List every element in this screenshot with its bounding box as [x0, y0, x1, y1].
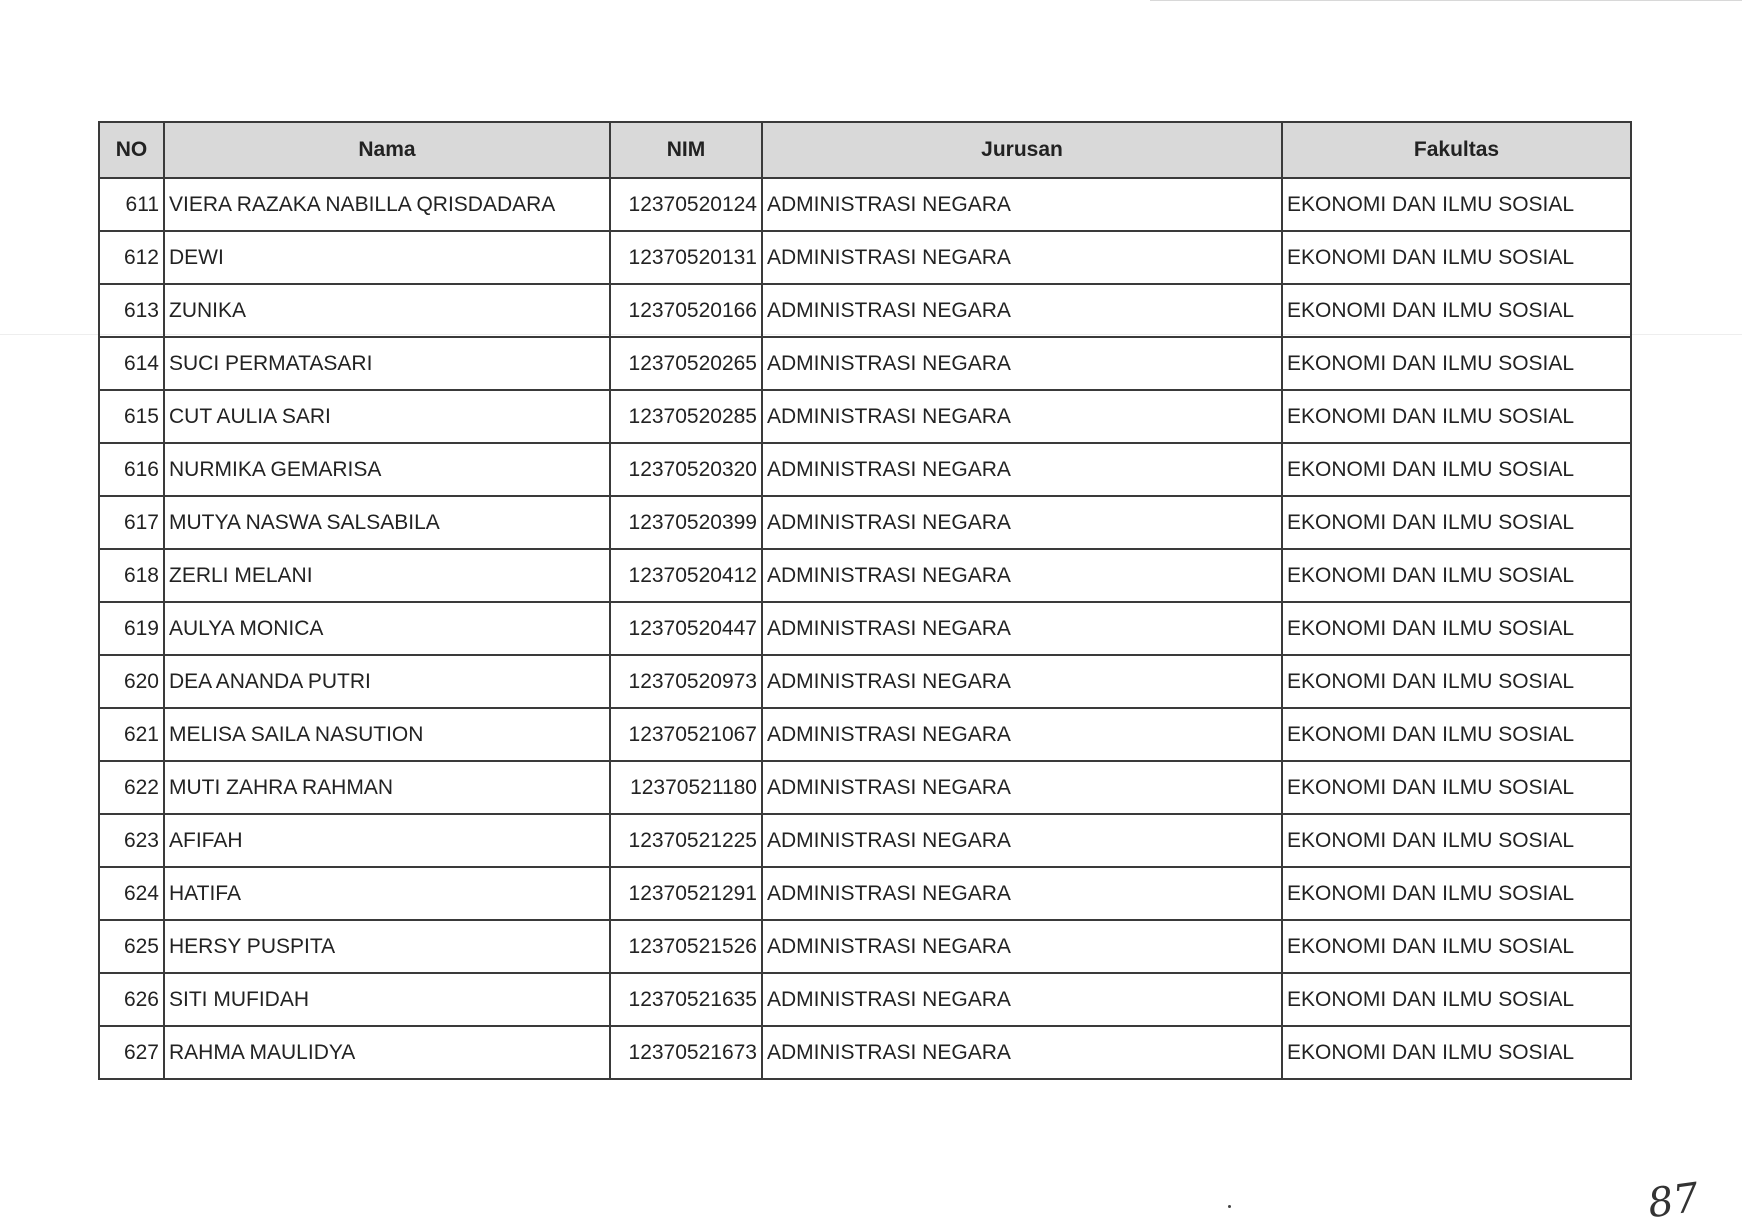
cell-nama: SITI MUFIDAH: [164, 973, 610, 1026]
cell-nim: 12370520399: [610, 496, 762, 549]
table-header-row: [99, 122, 1631, 178]
table-row: [99, 814, 1631, 867]
cell-nama: AFIFAH: [164, 814, 610, 867]
cell-nim: 12370521526: [610, 920, 762, 973]
cell-nim: 12370521635: [610, 973, 762, 1026]
cell-nama: DEWI: [164, 231, 610, 284]
cell-nama: HATIFA: [164, 867, 610, 920]
cell-nama: SUCI PERMATASARI: [164, 337, 610, 390]
cell-jurusan: ADMINISTRASI NEGARA: [762, 761, 1282, 814]
cell-no: 613: [99, 284, 164, 337]
cell-fakultas: EKONOMI DAN ILMU SOSIAL: [1282, 231, 1631, 284]
cell-fakultas: EKONOMI DAN ILMU SOSIAL: [1282, 920, 1631, 973]
table-row: [99, 284, 1631, 337]
cell-jurusan: ADMINISTRASI NEGARA: [762, 284, 1282, 337]
cell-fakultas: EKONOMI DAN ILMU SOSIAL: [1282, 337, 1631, 390]
cell-jurusan: ADMINISTRASI NEGARA: [762, 178, 1282, 231]
cell-no: 627: [99, 1026, 164, 1079]
page-mark: 87: [1645, 1174, 1702, 1227]
table-row: [99, 178, 1631, 231]
cell-no: 612: [99, 231, 164, 284]
table-row: [99, 1026, 1631, 1079]
cell-fakultas: EKONOMI DAN ILMU SOSIAL: [1282, 602, 1631, 655]
cell-jurusan: ADMINISTRASI NEGARA: [762, 602, 1282, 655]
cell-fakultas: EKONOMI DAN ILMU SOSIAL: [1282, 549, 1631, 602]
cell-fakultas: EKONOMI DAN ILMU SOSIAL: [1282, 814, 1631, 867]
cell-no: 615: [99, 390, 164, 443]
cell-nim: 12370520447: [610, 602, 762, 655]
cell-fakultas: EKONOMI DAN ILMU SOSIAL: [1282, 761, 1631, 814]
table-row: [99, 867, 1631, 920]
ink-dot: [1228, 1205, 1231, 1208]
cell-no: 624: [99, 867, 164, 920]
cell-no: 619: [99, 602, 164, 655]
cell-no: 622: [99, 761, 164, 814]
cell-no: 616: [99, 443, 164, 496]
cell-nim: 12370521180: [610, 761, 762, 814]
table-row: [99, 231, 1631, 284]
cell-fakultas: EKONOMI DAN ILMU SOSIAL: [1282, 443, 1631, 496]
cell-jurusan: ADMINISTRASI NEGARA: [762, 549, 1282, 602]
table-row: [99, 390, 1631, 443]
cell-fakultas: EKONOMI DAN ILMU SOSIAL: [1282, 867, 1631, 920]
table-row: [99, 761, 1631, 814]
cell-jurusan: ADMINISTRASI NEGARA: [762, 496, 1282, 549]
table-row: [99, 973, 1631, 1026]
cell-fakultas: EKONOMI DAN ILMU SOSIAL: [1282, 973, 1631, 1026]
cell-fakultas: EKONOMI DAN ILMU SOSIAL: [1282, 178, 1631, 231]
cell-fakultas: EKONOMI DAN ILMU SOSIAL: [1282, 390, 1631, 443]
header-nama: Nama: [164, 122, 610, 178]
cell-no: 623: [99, 814, 164, 867]
cell-jurusan: ADMINISTRASI NEGARA: [762, 337, 1282, 390]
cell-nama: ZUNIKA: [164, 284, 610, 337]
table-row: [99, 708, 1631, 761]
cell-nim: 12370520124: [610, 178, 762, 231]
cell-jurusan: ADMINISTRASI NEGARA: [762, 443, 1282, 496]
table-row: [99, 443, 1631, 496]
cell-jurusan: ADMINISTRASI NEGARA: [762, 920, 1282, 973]
cell-jurusan: ADMINISTRASI NEGARA: [762, 814, 1282, 867]
cell-nama: NURMIKA GEMARISA: [164, 443, 610, 496]
cell-no: 621: [99, 708, 164, 761]
cell-nama: VIERA RAZAKA NABILLA QRISDADARA: [164, 178, 610, 231]
cell-fakultas: EKONOMI DAN ILMU SOSIAL: [1282, 1026, 1631, 1079]
header-no: NO: [99, 122, 164, 178]
cell-nim: 12370521673: [610, 1026, 762, 1079]
cell-no: 625: [99, 920, 164, 973]
table-row: [99, 337, 1631, 390]
cell-fakultas: EKONOMI DAN ILMU SOSIAL: [1282, 655, 1631, 708]
top-edge-rule: [1150, 0, 1742, 1]
cell-no: 611: [99, 178, 164, 231]
cell-nama: MELISA SAILA NASUTION: [164, 708, 610, 761]
header-fakultas: Fakultas: [1282, 122, 1631, 178]
cell-nama: RAHMA MAULIDYA: [164, 1026, 610, 1079]
table-row: [99, 496, 1631, 549]
cell-no: 617: [99, 496, 164, 549]
cell-nama: MUTI ZAHRA RAHMAN: [164, 761, 610, 814]
cell-nim: 12370520973: [610, 655, 762, 708]
cell-jurusan: ADMINISTRASI NEGARA: [762, 655, 1282, 708]
cell-fakultas: EKONOMI DAN ILMU SOSIAL: [1282, 496, 1631, 549]
cell-nama: ZERLI MELANI: [164, 549, 610, 602]
cell-nim: 12370521067: [610, 708, 762, 761]
cell-no: 614: [99, 337, 164, 390]
cell-nama: HERSY PUSPITA: [164, 920, 610, 973]
cell-jurusan: ADMINISTRASI NEGARA: [762, 867, 1282, 920]
cell-jurusan: ADMINISTRASI NEGARA: [762, 231, 1282, 284]
cell-jurusan: ADMINISTRASI NEGARA: [762, 390, 1282, 443]
cell-nim: 12370520131: [610, 231, 762, 284]
cell-nama: AULYA MONICA: [164, 602, 610, 655]
cell-nama: DEA ANANDA PUTRI: [164, 655, 610, 708]
student-table: [98, 121, 1632, 1080]
cell-nim: 12370520265: [610, 337, 762, 390]
table-row: [99, 602, 1631, 655]
cell-jurusan: ADMINISTRASI NEGARA: [762, 973, 1282, 1026]
table-row: [99, 920, 1631, 973]
header-jurusan: Jurusan: [762, 122, 1282, 178]
header-nim: NIM: [610, 122, 762, 178]
cell-nim: 12370520285: [610, 390, 762, 443]
cell-no: 626: [99, 973, 164, 1026]
cell-no: 618: [99, 549, 164, 602]
table-body: [99, 178, 1631, 1079]
cell-nim: 12370520320: [610, 443, 762, 496]
table-row: [99, 655, 1631, 708]
table-row: [99, 549, 1631, 602]
cell-nim: 12370521225: [610, 814, 762, 867]
cell-no: 620: [99, 655, 164, 708]
cell-jurusan: ADMINISTRASI NEGARA: [762, 1026, 1282, 1079]
cell-jurusan: ADMINISTRASI NEGARA: [762, 708, 1282, 761]
cell-nama: CUT AULIA SARI: [164, 390, 610, 443]
cell-nim: 12370520412: [610, 549, 762, 602]
cell-nim: 12370521291: [610, 867, 762, 920]
cell-nim: 12370520166: [610, 284, 762, 337]
cell-nama: MUTYA NASWA SALSABILA: [164, 496, 610, 549]
cell-fakultas: EKONOMI DAN ILMU SOSIAL: [1282, 284, 1631, 337]
cell-fakultas: EKONOMI DAN ILMU SOSIAL: [1282, 708, 1631, 761]
